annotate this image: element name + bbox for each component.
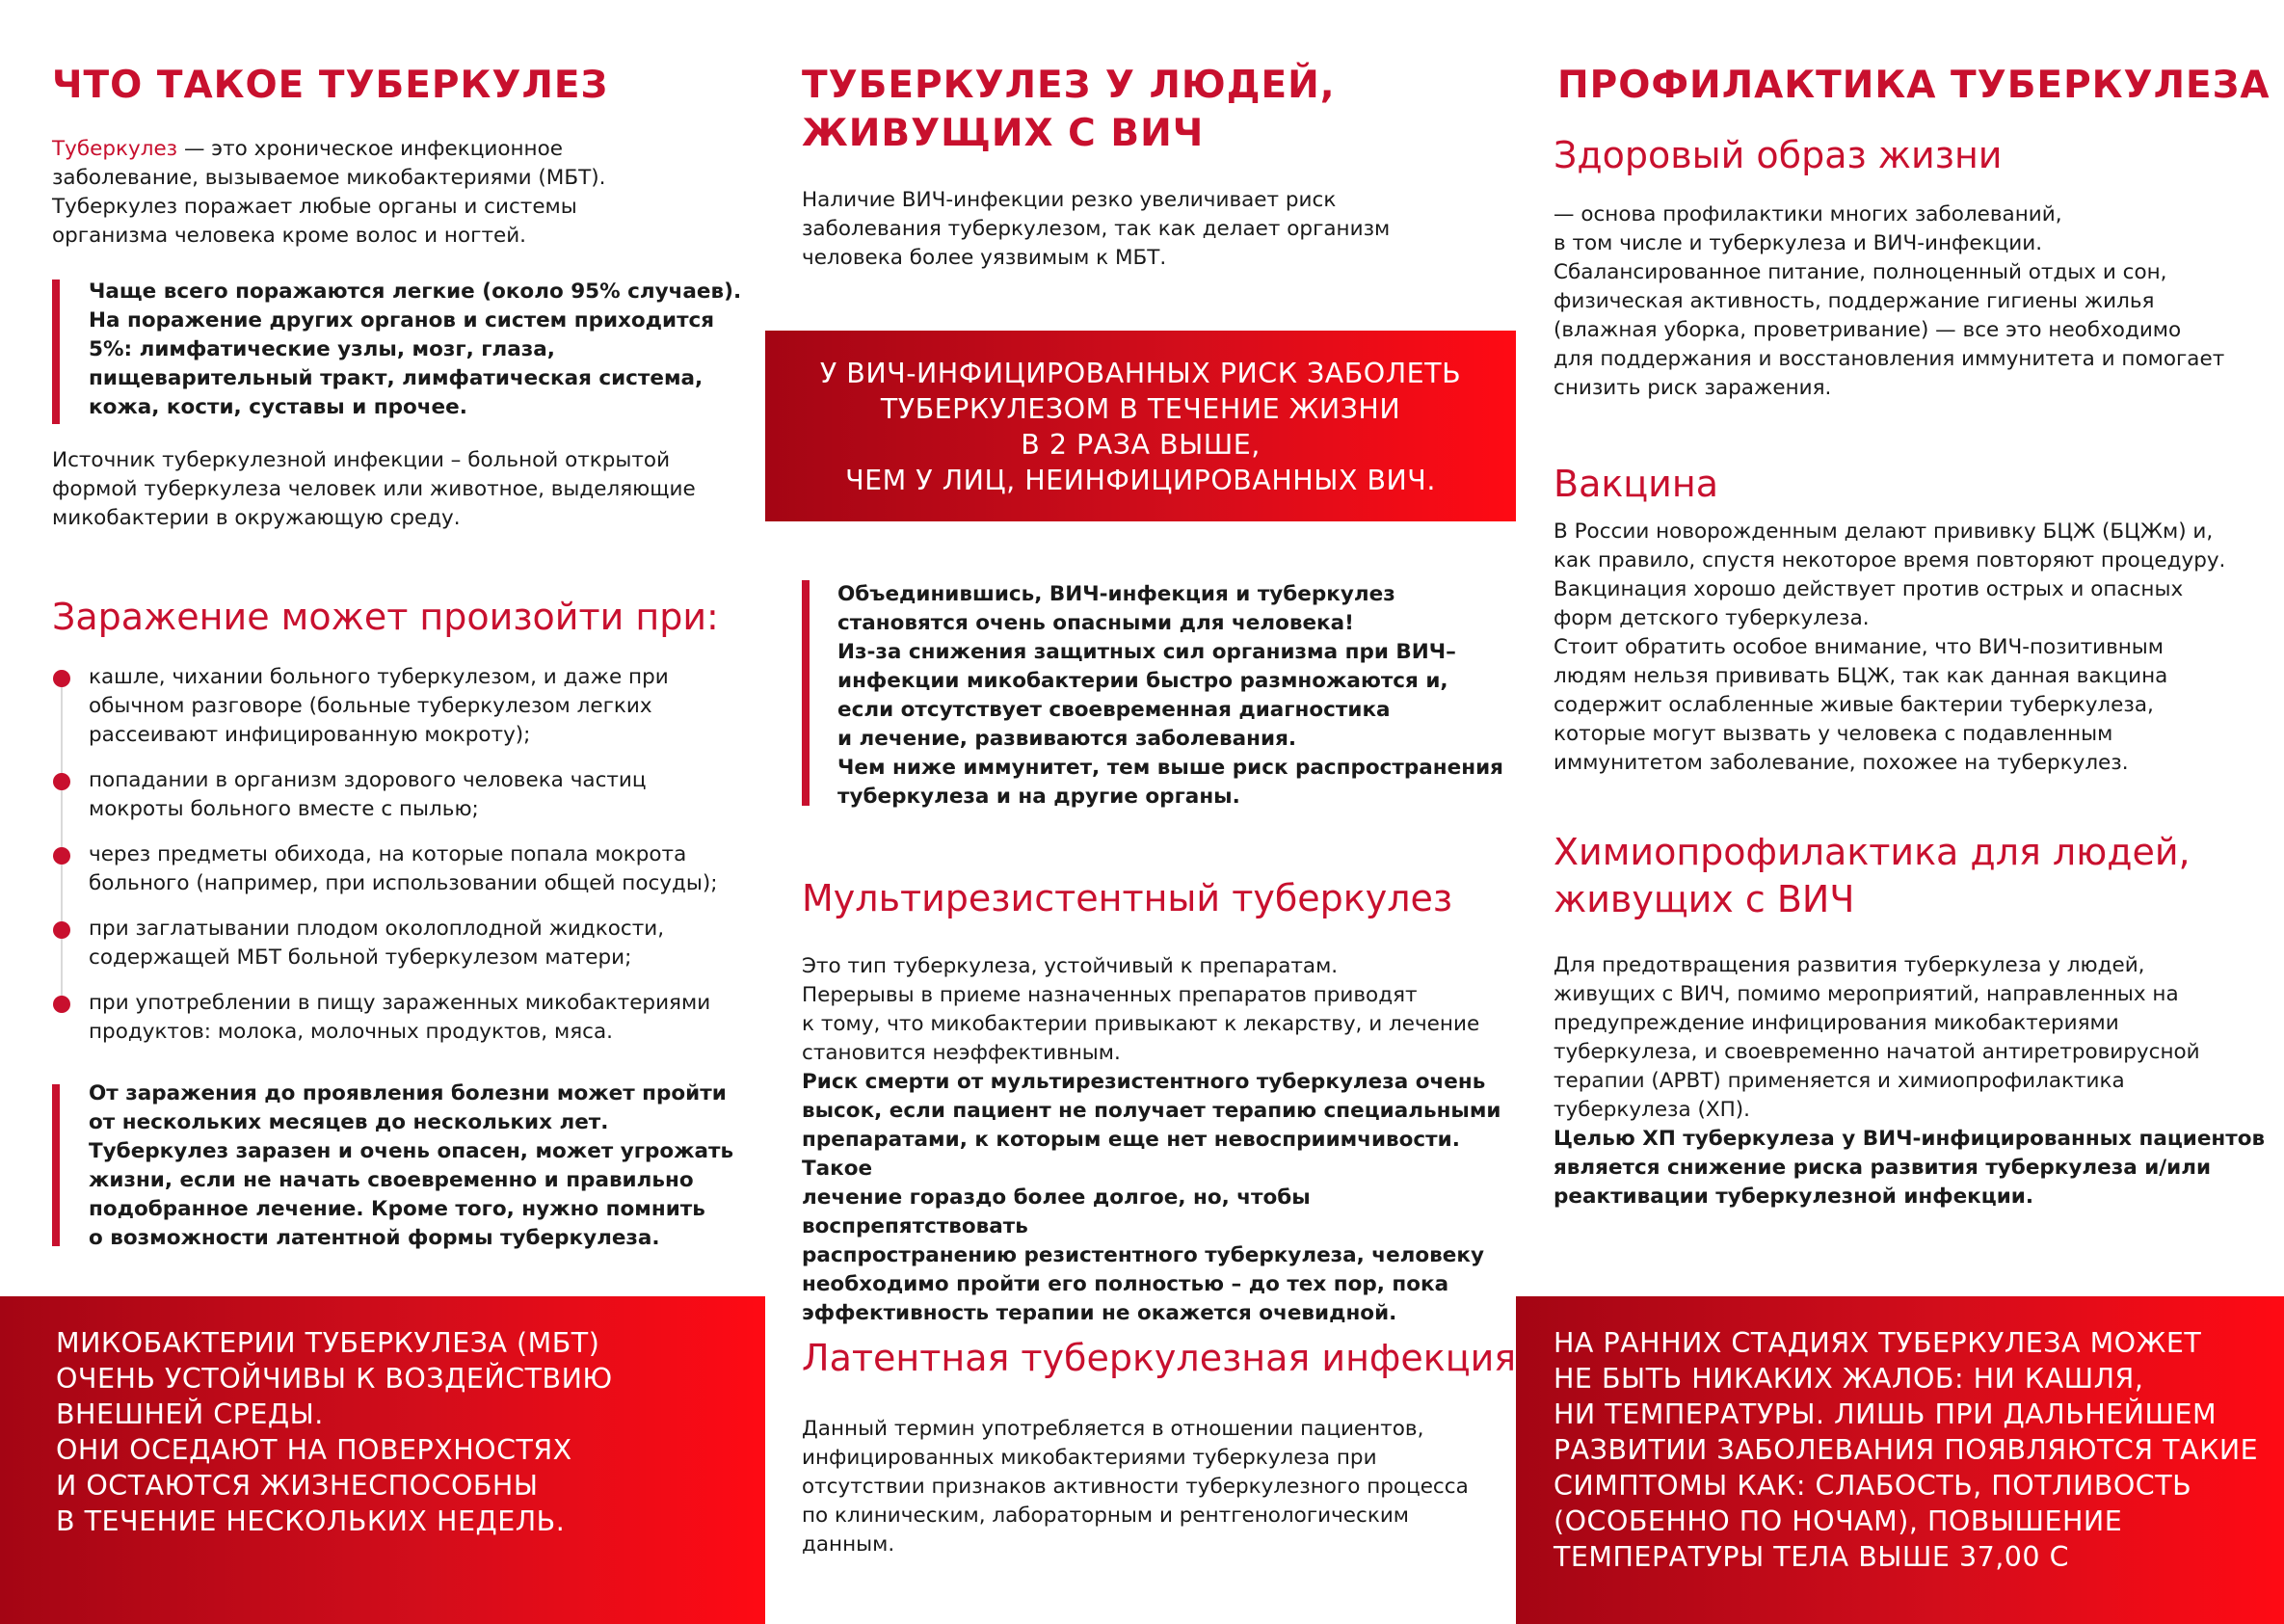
col2-callout-bar: [802, 580, 810, 806]
col1-infection-title: Заражение может произойти при:: [52, 596, 719, 638]
list-item: попадании в организм здорового человека частиц мокроты больного вместе с пылью;: [89, 768, 647, 821]
col1-intro: [52, 135, 746, 251]
col1-callout2: От заражения до проявления болезни может пройти от нескольких месяцев до нескольких лет. Туберкулез заразен и очень опасен, может угрожать жизни, если не начать своевременно и правильно подобранное лечение. Кроме того, нужно помнить о возможности латентной формы туберкулеза.: [89, 1081, 734, 1250]
col3-chemo-text: Для предотвращения развития туберкулеза у людей, живущих с ВИЧ, помимо мероприятий, направленных на предупреждение инфицирования микобактериями туберкулеза, и своевременно начатой антиретровирусной терапии (АРВТ) применяется и химиопрофилактика туберкулеза (ХП).: [1554, 953, 2200, 1122]
list-item: при заглатывании плодом околоплодной жидкости, содержащей МБТ больной туберкулезом матери;: [89, 917, 665, 970]
col1-banner-text: МИКОБАКТЕРИИ ТУБЕРКУЛЕЗА (МБТ) ОЧЕНЬ УСТОЙЧИВЫ К ВОЗДЕЙСТВИЮ ВНЕШНЕЙ СРЕДЫ. ОНИ ОСЕДАЮТ НА ПОВЕРХНОСТЯХ И ОСТАЮТСЯ ЖИЗНЕСПОСОБНЫ В ТЕЧЕНИЕ НЕСКОЛЬКИХ НЕДЕЛЬ.: [56, 1327, 613, 1537]
col3-title: ПРОФИЛАКТИКА ТУБЕРКУЛЕЗА: [1557, 64, 2271, 107]
col3-healthy-title: Здоровый образ жизни: [1554, 134, 2003, 176]
bullet-dot: [53, 670, 70, 687]
col2-title: ТУБЕРКУЛЕЗ У ЛЮДЕЙ, ЖИВУЩИХ С ВИЧ: [802, 64, 1336, 155]
col3-banner-text: НА РАННИХ СТАДИЯХ ТУБЕРКУЛЕЗА МОЖЕТ НЕ БЫТЬ НИКАКИХ ЖАЛОБ: НИ КАШЛЯ, НИ ТЕМПЕРАТУРЫ. ЛИШЬ ПРИ ДАЛЬНЕЙШЕМ РАЗВИТИИ ЗАБОЛЕВАНИЯ ПОЯВЛЯЮТСЯ ТАКИЕ СИМПТОМЫ КАК: СЛАБОСТЬ, ПОТЛИВОСТЬ (ОСОБЕННО ПО НОЧАМ), ПОВЫШЕНИЕ ТЕМПЕРАТУРЫ ТЕЛА ВЫШЕ 37,00 С: [1554, 1327, 2259, 1573]
bullet-dot: [53, 921, 70, 939]
col2-mdr-text: Это тип туберкулеза, устойчивый к препаратам. Перерывы в приеме назначенных препаратов приводят к тому, что микобактерии привыкают к лекарству, и лечение становится неэффективным.: [802, 954, 1480, 1065]
col1-callout1-bar: [52, 280, 60, 424]
col3-chemo-title: Химиопрофилактика для людей, живущих с ВИЧ: [1554, 831, 2191, 920]
col2-banner: [765, 331, 1516, 521]
col1-intro-term: Туберкулез: [52, 137, 178, 161]
list-item: при употреблении в пищу зараженных микобактериями продуктов: молока, молочных продуктов, мяса.: [89, 991, 711, 1044]
col2-banner-text: У ВИЧ-ИНФИЦИРОВАННЫХ РИСК ЗАБОЛЕТЬ ТУБЕРКУЛЕЗОМ В ТЕЧЕНИЕ ЖИЗНИ В 2 РАЗА ВЫШЕ, ЧЕМ У ЛИЦ, НЕИНФИЦИРОВАННЫХ ВИЧ.: [819, 358, 1462, 496]
col1-title: ЧТО ТАКОЕ ТУБЕРКУЛЕЗ: [52, 64, 609, 107]
bullet-dot: [53, 847, 70, 865]
col1-source: Источник туберкулезной инфекции – больной открытой формой туберкулеза человек или животное, выделяющие микобактерии в окружающую среду.: [52, 448, 696, 530]
list-item: кашле, чихании больного туберкулезом, и даже при обычном разговоре (больные туберкулезом легких рассеивают инфицированную мокроту);: [89, 665, 669, 747]
bullet-dot: [53, 773, 70, 790]
col3-banner: [1516, 1296, 2284, 1624]
col1-callout2-bar: [52, 1084, 60, 1246]
col1-list-line: [61, 679, 63, 1005]
col3-chemo-bold: Целью ХП туберкулеза у ВИЧ-инфицированных пациентов является снижение риска развития туберкулеза и/или реактивации туберкулезной инфекции.: [1554, 1127, 2266, 1209]
col3-healthy-text: — основа профилактики многих заболеваний, в том числе и туберкулеза и ВИЧ-инфекции. Сбалансированное питание, полноценный отдых и сон, физическая активность, поддержание гигиены жилья (влажная уборка, проветривание) — все это необходимо для поддержания и восстановления иммунитета и помогает снизить риск заражения.: [1554, 202, 2225, 400]
col2-latent-title: Латентная туберкулезная инфекция: [802, 1337, 1517, 1379]
bullet-dot: [53, 996, 70, 1013]
col3-vaccine-title: Вакцина: [1554, 463, 1718, 505]
col1-intro-text: — это хроническое инфекционное заболевание, вызываемое микобактериями (МБТ). Туберкулез поражает любые органы и системы организма человека кроме волос и ногтей.: [52, 137, 606, 248]
list-item: через предметы обихода, на которые попала мокрота больного (например, при использовании общей посуды);: [89, 842, 718, 895]
col2-mdr-title: Мультирезистентный туберкулез: [802, 877, 1453, 919]
col1-banner: [0, 1296, 765, 1624]
col2-mdr-bold: Риск смерти от мультирезистентного туберкулеза очень высок, если пациент не получает терапию специальными препаратами, к которым еще нет невосприимчивости. Такое лечение гораздо более долгое, но, чтобы воспрепятствовать распространению резистентного туберкулеза, человеку необходимо пройти его полностью – до тех пор, пока эффективность терапии не окажется очевидной.: [802, 1070, 1501, 1325]
col2-intro: Наличие ВИЧ-инфекции резко увеличивает риск заболевания туберкулезом, так как делает организм человека более уязвимым к МБТ.: [802, 188, 1391, 270]
col2-latent-text: Данный термин употребляется в отношении пациентов, инфицированных микобактериями туберкулеза при отсутствии признаков активности туберкулезного процесса по клиническим, лабораторным и рентгенологическим данным.: [802, 1417, 1469, 1557]
col3-vaccine-text: В России новорожденным делают прививку БЦЖ (БЦЖм) и, как правило, спустя некоторое время повторяют процедуру. Вакцинация хорошо действует против острых и опасных форм детского туберкулеза. Стоит обратить особое внимание, что ВИЧ-позитивным людям нельзя прививать БЦЖ, так как данная вакцина содержит ослабленные живые бактерии туберкулеза, которые могут вызвать у человека с подавленным иммунитетом заболевание, похожее на туберкулез.: [1554, 519, 2226, 775]
col1-callout1: Чаще всего поражаются легкие (около 95% случаев). На поражение других органов и систем приходится 5%: лимфатические узлы, мозг, глаза, пищеварительный тракт, лимфатическая система, кожа, кости, суставы и прочее.: [89, 280, 742, 419]
col2-callout: Объединившись, ВИЧ-инфекция и туберкулез становятся очень опасными для человека! Из-за снижения защитных сил организма при ВИЧ– инфекции микобактерии быстро размножаются и, если отсутствует своевременная диагностика и лечение, развиваются заболевания. Чем ниже иммунитет, тем выше риск распространения туберкулеза и на другие органы.: [837, 582, 1503, 809]
